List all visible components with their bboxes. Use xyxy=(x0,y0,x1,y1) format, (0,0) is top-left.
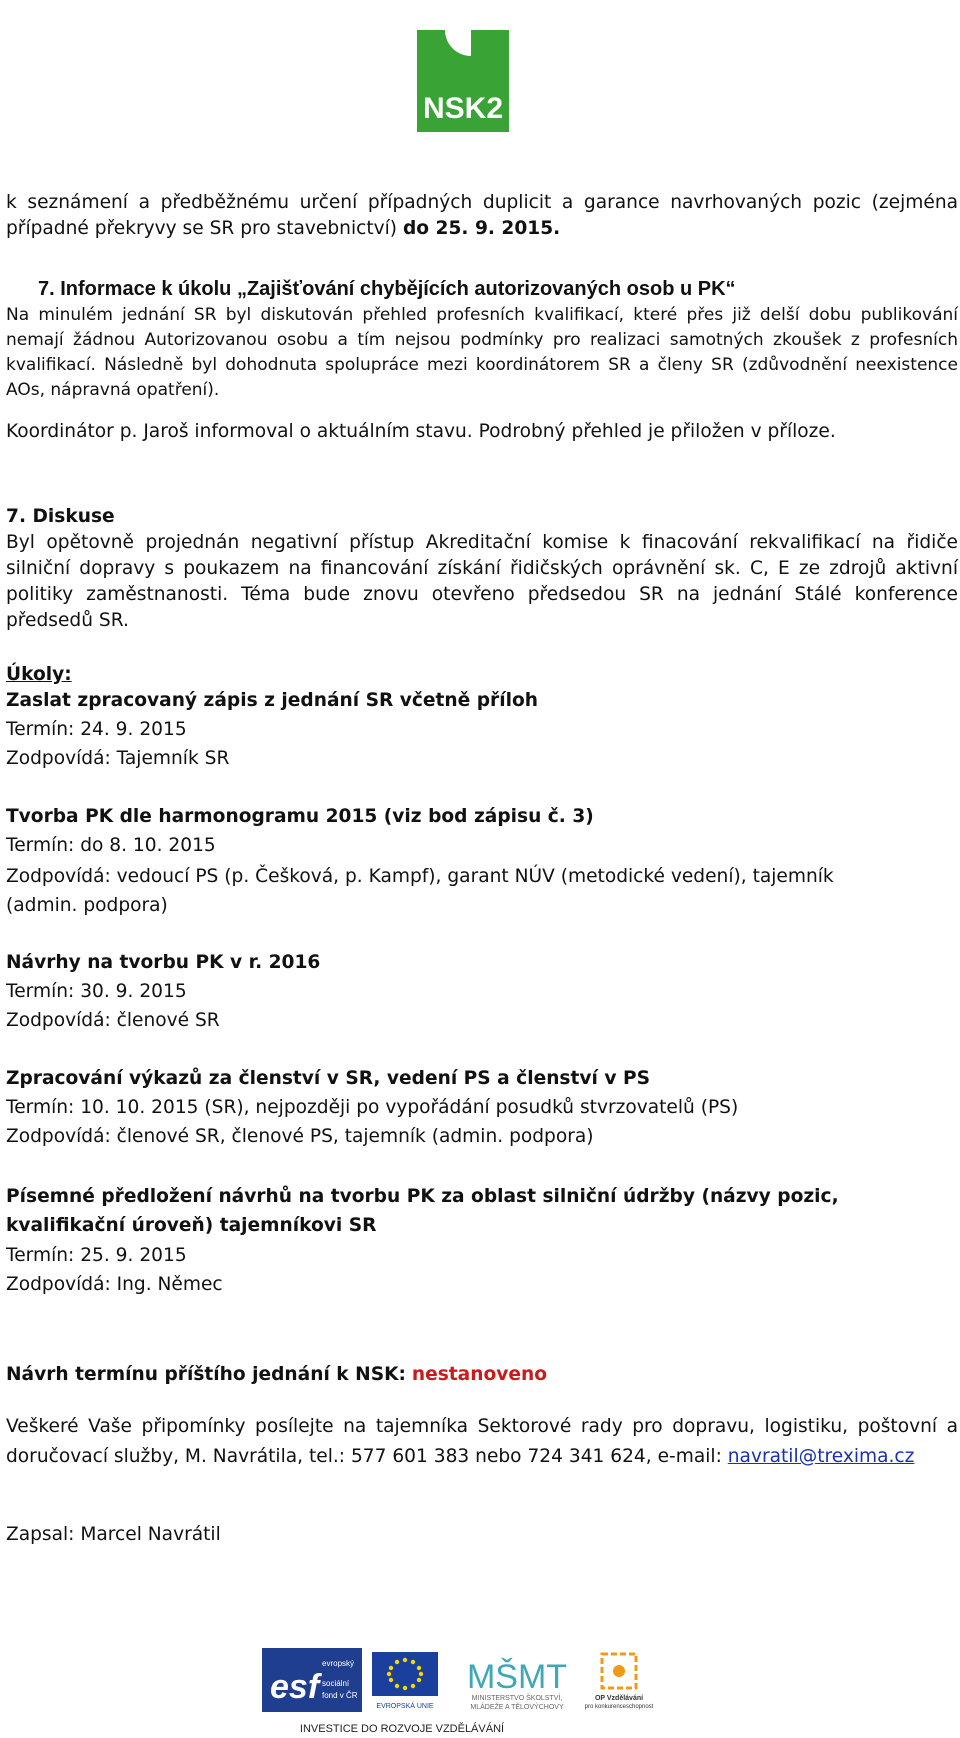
svg-text:sociální: sociální xyxy=(322,1679,350,1688)
tasks-heading: Úkoly: xyxy=(6,664,72,685)
op-vk-logo xyxy=(585,1654,654,1710)
tasks-section xyxy=(6,662,958,1298)
task-item xyxy=(6,950,958,1034)
section-information xyxy=(6,276,958,445)
task-term: Termín: 25. 9. 2015 xyxy=(6,1245,187,1266)
svg-text:pro konkurenceschopnost: pro konkurenceschopnost xyxy=(584,1704,654,1710)
nsk2-logo-text: NSK2 xyxy=(422,92,504,125)
task-responsible: Zodpovídá: členové SR xyxy=(6,1010,220,1031)
task-item xyxy=(6,1066,958,1150)
next-meeting-label: Návrh termínu příštího jednání k NSK: xyxy=(6,1364,406,1385)
contact-text: Veškeré Vaše připomínky posílejte na tajemníka Sektorové rady pro dopravu, logistiku, poštovní a doručovací služby, M. Navrátila, tel.: 577 601 383 nebo 724 341 624, e-mail: xyxy=(6,1416,958,1467)
task-responsible: Zodpovídá: vedoucí PS (p. Češková, p. Kampf), garant NÚV (metodické vedení), tajemník (admin. podpora) xyxy=(6,866,834,916)
intro-text: k seznámení a předběžnému určení případných duplicit a garance navrhovaných pozic (zejména případné překryvy se SR pro stavebnictví) xyxy=(6,192,958,239)
recorder-text: Zapsal: Marcel Navrátil xyxy=(6,1524,221,1545)
contact-paragraph xyxy=(6,1412,958,1472)
svg-text:OP Vzdělávání: OP Vzdělávání xyxy=(594,1695,644,1702)
svg-text:MINISTERSTVO ŠKOLSTVÍ,: MINISTERSTVO ŠKOLSTVÍ, xyxy=(471,1695,563,1702)
task-responsible: Zodpovídá: Tajemník SR xyxy=(6,748,230,769)
task-item xyxy=(6,1182,958,1298)
email-link[interactable]: navratil@trexima.cz xyxy=(727,1446,915,1467)
svg-text:MLÁDEŽE A TĚLOVÝCHOVY: MLÁDEŽE A TĚLOVÝCHOVY xyxy=(470,1704,564,1711)
task-term: Termín: 30. 9. 2015 xyxy=(6,981,187,1002)
recorder xyxy=(6,1522,958,1548)
next-meeting-value: nestanoveno xyxy=(411,1364,547,1385)
intro-paragraph xyxy=(6,190,958,242)
esf-logo xyxy=(262,1648,362,1712)
section-information-body: Na minulém jednání SR byl diskutován přehled profesních kvalifikací, které přes již delší dobu publikování nemají žádnou Autorizovanou osobu a tím nejsou podmínky pro realizaci samotných zkoušek z profesních kvalifikací. Následně byl dohodnuta spolupráce mezi koordinátorem SR a členy SR (zdůvodnění neexistence AOs, nápravná opatření). xyxy=(6,305,958,400)
nsk2-logo xyxy=(417,30,509,132)
section-discussion-heading: 7. Diskuse xyxy=(6,506,115,527)
task-item xyxy=(6,804,958,920)
task-responsible: Zodpovídá: členové SR, členové PS, tajemník (admin. podpora) xyxy=(6,1126,594,1147)
next-meeting xyxy=(6,1362,958,1388)
coordinator-paragraph: Koordinátor p. Jaroš informoval o aktuálním stavu. Podrobný přehled je přiložen v příloze. xyxy=(6,421,836,442)
svg-text:fond v ČR: fond v ČR xyxy=(322,1691,358,1700)
task-responsible: Zodpovídá: Ing. Němec xyxy=(6,1274,223,1295)
svg-text:EVROPSKÁ UNIE: EVROPSKÁ UNIE xyxy=(376,1703,434,1710)
task-item xyxy=(6,688,958,772)
svg-text:evropský: evropský xyxy=(322,1659,355,1668)
svg-text:esf: esf xyxy=(270,1668,320,1706)
section-information-heading: 7. Informace k úkolu „Zajišťování chybějících autorizovaných osob u PK“ xyxy=(38,278,736,300)
section-discussion xyxy=(6,504,958,634)
task-title: Zpracování výkazů za členství v SR, vedení PS a členství v PS xyxy=(6,1068,650,1089)
section-discussion-body: Byl opětovně projednán negativní přístup Akreditační komise k finacování rekvalifikací na řidiče silniční dopravy s poukazem na financování získání řidičských oprávnění sk. C, E ze zdrojů aktivní politiky zaměstnanosti. Téma bude znovu otevřeno předsedou SR na jednání Stálé konference předsedů SR. xyxy=(6,532,958,631)
eu-flag-logo xyxy=(372,1652,438,1710)
task-term: Termín: 24. 9. 2015 xyxy=(6,719,187,740)
task-term: Termín: 10. 10. 2015 (SR), nejpozději po vypořádání posudků stvrzovatelů (PS) xyxy=(6,1097,739,1118)
footer-slogan: INVESTICE DO ROZVOJE VZDĚLÁVÁNÍ xyxy=(299,1723,505,1735)
task-title: Tvorba PK dle harmonogramu 2015 (viz bod zápisu č. 3) xyxy=(6,806,594,827)
intro-deadline: do 25. 9. 2015. xyxy=(402,218,561,239)
task-title: Písemné předložení návrhů na tvorbu PK za oblast silniční údržby (názvy pozic, kvalifikační úroveň) tajemníkovi SR xyxy=(6,1186,839,1236)
footer-logos xyxy=(262,1648,702,1738)
task-title: Návrhy na tvorbu PK v r. 2016 xyxy=(6,952,321,973)
msmt-logo xyxy=(467,1658,567,1711)
task-term: Termín: do 8. 10. 2015 xyxy=(6,835,216,856)
task-title: Zaslat zpracovaný zápis z jednání SR včetně příloh xyxy=(6,690,538,711)
svg-text:MŠMT: MŠMT xyxy=(466,1658,568,1696)
